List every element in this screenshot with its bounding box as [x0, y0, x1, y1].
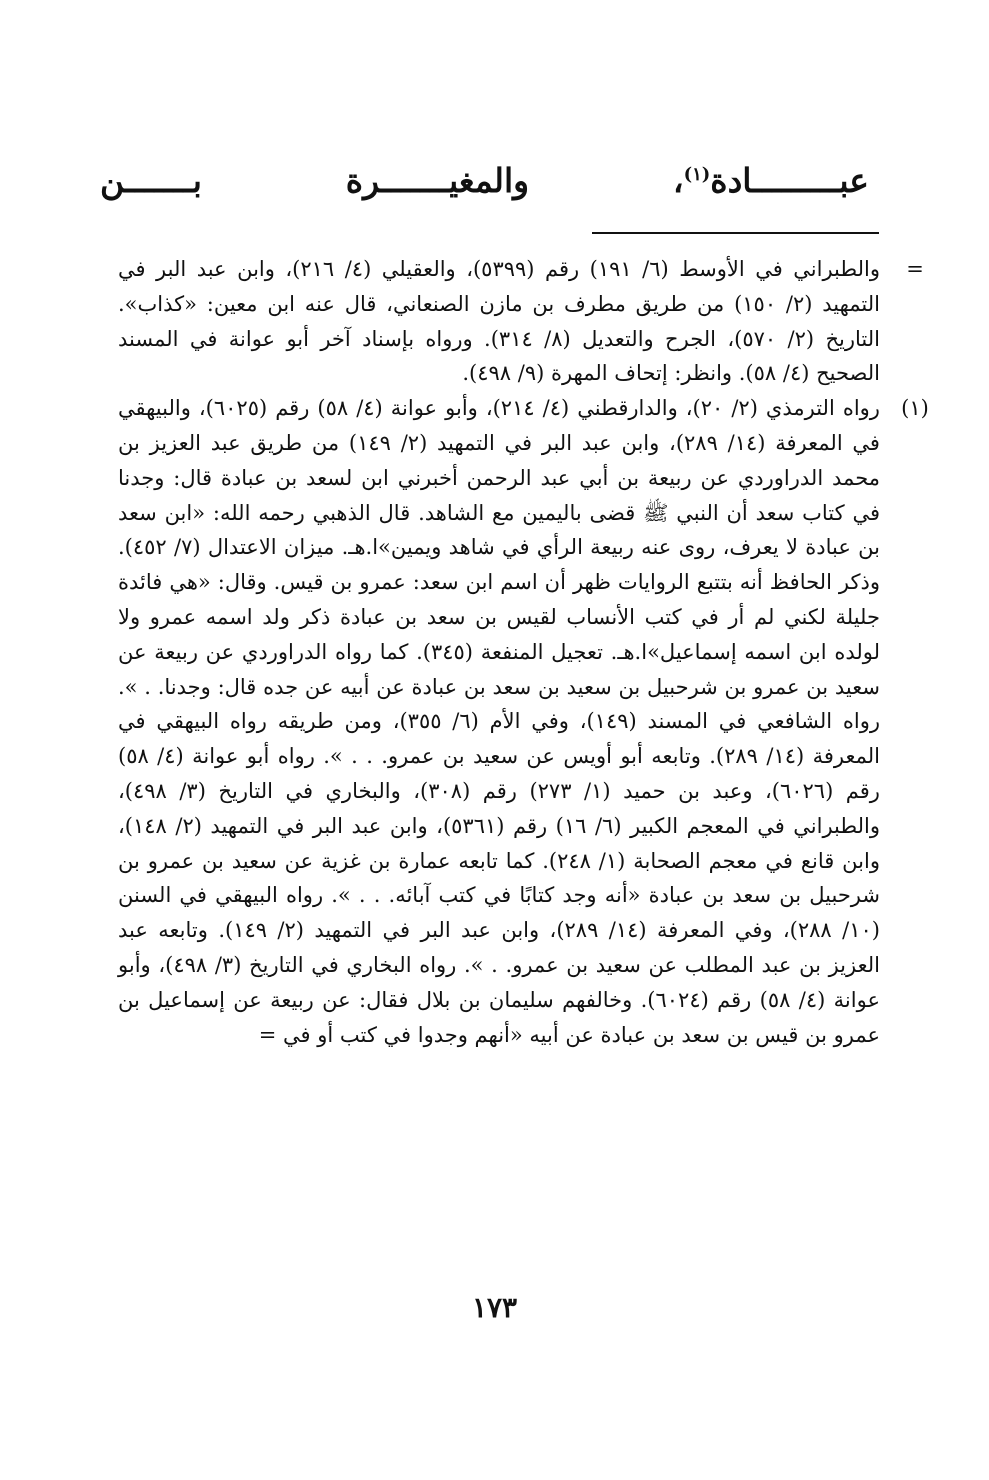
header-footnote-ref[interactable]: (١) — [683, 164, 711, 185]
page-number: ١٧٣ — [471, 1291, 518, 1324]
footnote-1 — [118, 391, 929, 1052]
footnotes-section — [118, 252, 929, 1052]
header-title-part1: عبـــــــــادة — [710, 161, 869, 200]
footnote-text: رواه الترمذي (٢/ ٢٠)، والدارقطني (٤/ ٢١٤)، وأبو عوانة (٤/ ٥٨) رقم (٦٠٢٥)، والبيهقي في المعرفة (١٤/ ٢٨٩)، وابن عبد البر في التمهيد (٢/ ١٤٩) من طريق عبد العزيز بن محمد الدراوردي عن ربيعة بن أبي عبد الرحمن أخبرني ابن لسعد بن عبادة قال: وجدنا في كتاب سعد أن النبي ﷺ قضى باليمين مع الشاهد. قال الذهبي رحمه الله: «ابن سعد بن عبادة لا يعرف، روى عنه ربيعة الرأي في شاهد ويمين»ا.هـ. ميزان الاعتدال (٧/ ٤٥٢). وذكر الحافظ أنه بتتبع الروايات ظهر أن اسم ابن سعد: عمرو بن قيس. وقال: «هي فائدة جليلة لكني لم أر في كتب الأنساب لقيس بن سعد بن عبادة ذكر ولد اسمه عمرو ولا لولده ابن اسمه إسماعيل»ا.هـ. تعجيل المنفعة (٣٤٥). كما رواه الدراوردي عن ربيعة عن سعيد بن عمرو بن شرحبيل بن سعيد بن سعد بن عبادة عن أبيه عن جده قال: وجدنا. . ». رواه الشافعي في المسند (١٤٩)، وفي الأم (٦/ ٣٥٥)، ومن طريقه رواه البيهقي في المعرفة (١٤/ ٢٨٩). وتابعه أبو أويس عن سعيد بن عمرو. . . ». رواه أبو عوانة (٤/ ٥٨) رقم (٦٠٢٦)، وعبد بن حميد (١/ ٢٧٣) رقم (٣٠٨)، والبخاري في التاريخ (٣/ ٤٩٨)، والطبراني في المعجم الكبير (٦/ ١٦) رقم (٥٣٦١)، وابن عبد البر في التمهيد (٢/ ١٤٨)، وابن قانع في معجم الصحابة (١/ ٢٤٨). كما تابعه عمارة بن غزية عن سعيد بن عمرو بن شرحبيل بن سعد بن عبادة «أنه وجد كتابًا في كتب آبائه. . . ». رواه البيهقي في السنن (١٠/ ٢٨٨)، وفي المعرفة (١٤/ ٢٨٩)، وابن عبد البر في التمهيد (٢/ ١٤٩). وتابعه عبد العزيز بن عبد المطلب عن سعيد بن عمرو. . ». رواه البخاري في التاريخ (٣/ ٤٩٨)، وأبو عوانة (٤/ ٥٨) رقم (٦٠٢٤). وخالفهم سليمان بن بلال فقال: عن ربيعة عن إسماعيل بن عمرو بن قيس بن سعد بن عبادة عن أبيه «أنهم وجدوا في كتب أو في = — [118, 396, 881, 1047]
header-title-part2: ، والمغيـــــــرة بـــــــن — [100, 161, 684, 200]
footnote-number: (١) — [901, 396, 929, 421]
page-header — [100, 155, 869, 207]
footnote-text: والطبراني في الأوسط (٦/ ١٩١) رقم (٥٣٩٩)، والعقيلي (٤/ ٢١٦)، وابن عبد البر في التمهيد (٢/ ١٥٠) من طريق مطرف بن مازن الصنعاني، قال عنه ابن معين: «كذاب». التاريخ (٢/ ٥٧٠)، الجرح والتعديل (٨/ ٣١٤). ورواه بإسناد آخر أبو عوانة في المسند الصحيح (٤/ ٥٨). وانظر: إتحاف المهرة (٩/ ٤٩٨). — [118, 257, 880, 386]
footnote-separator-rule — [592, 232, 879, 234]
continuation-mark: = — [906, 257, 924, 281]
footnote-continuation — [118, 252, 924, 391]
